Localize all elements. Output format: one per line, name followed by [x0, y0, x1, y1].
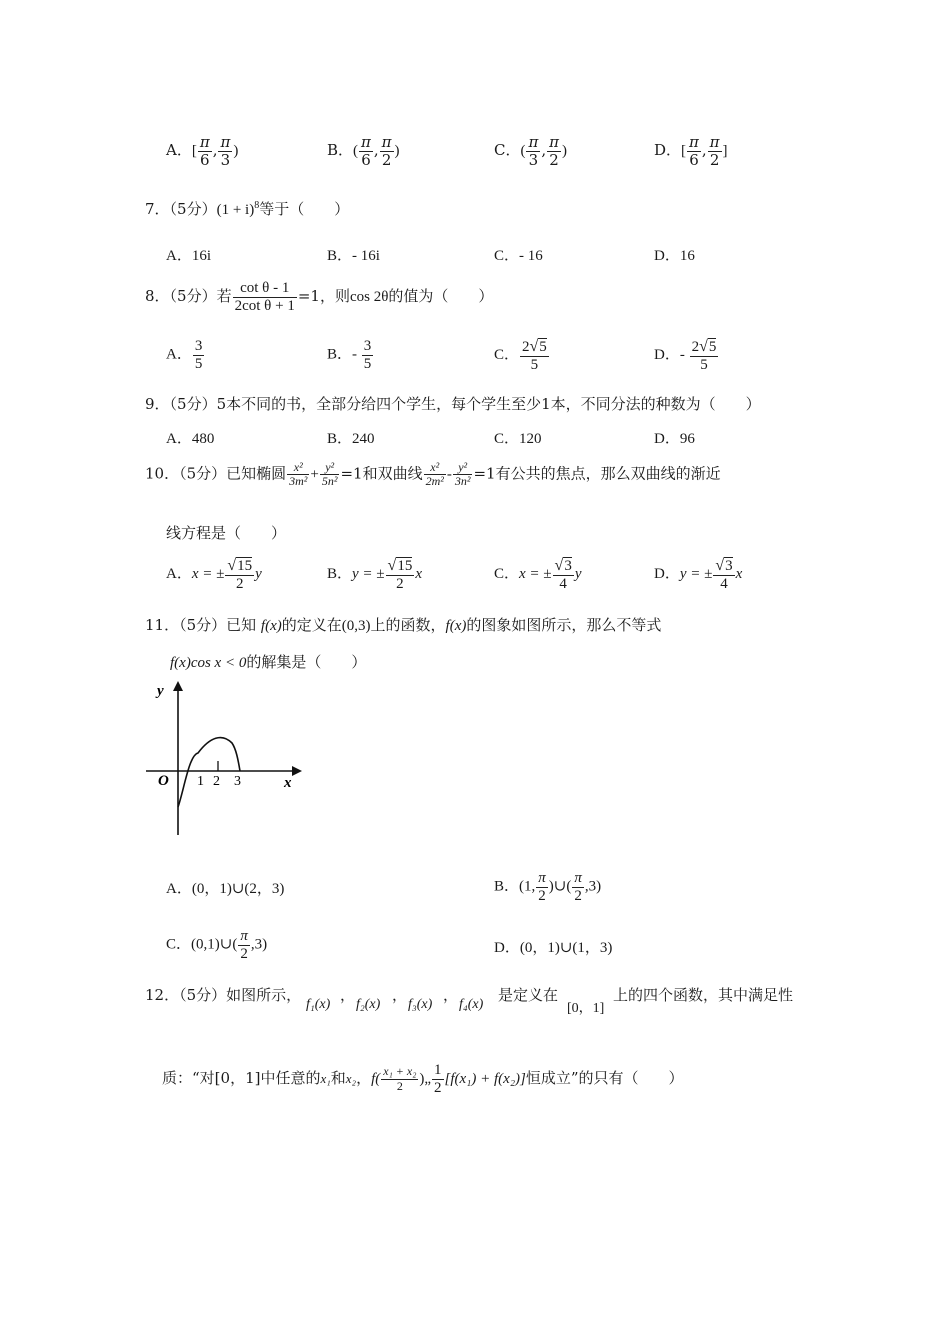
q12-func-f2: f₂(x) [356, 997, 381, 1012]
q11-function-graph [140, 675, 310, 840]
q12-sep-1: ， [340, 986, 356, 1004]
q8-stem: 8．（5分）若 $\frac{\text{cot θ - 1}}{\text{2cot θ + 1}}$ =1，则cos 2θ的值为（ ） [145, 280, 494, 314]
y-axis-arrow [173, 681, 183, 691]
function-curve [178, 738, 240, 807]
q10-option-b: B．y = ± $\frac{√15}{2}$ x [327, 557, 422, 592]
q12-func-f1: f₁(x) [306, 997, 331, 1012]
q9-option-c: C．120 [494, 431, 542, 447]
q10-stem-line2: 线方程是（ ） [166, 524, 287, 542]
q11-option-c: C．(0,1)∪( $\frac{\pi}{2}$ ,3) [166, 928, 268, 962]
x-axis-label: x [284, 775, 292, 791]
tick-label-2: 2 [213, 774, 220, 789]
q12-mid: 是定义在 [498, 986, 559, 1004]
q12-sep-3: ， [443, 986, 459, 1004]
q7-option-c: C．- 16 [494, 248, 543, 264]
q9-option-a: A．480 [166, 431, 215, 447]
tick-label-3: 3 [234, 774, 241, 789]
q6-option-c: C．( $\frac{\pi}{3}$ , $\frac{\pi}{2}$ ) [494, 133, 567, 169]
q12-func-f4: f₄(x) [459, 997, 484, 1012]
q7-option-a: A．16i [166, 248, 212, 264]
q11-option-d: D．(0，1)∪(1，3) [494, 940, 613, 956]
q12-func-f3: f₃(x) [408, 997, 433, 1012]
x-axis-arrow [292, 766, 302, 776]
q8-option-d: D．- $\frac{2√5}{5}$ [654, 338, 717, 373]
q9-option-b: B．240 [327, 431, 375, 447]
q8-option-a: A． $\frac{3}{5}$ [166, 338, 203, 372]
q9-option-d: D．96 [654, 431, 695, 447]
q12-stem-line1: 12．（5分）如图所示， [145, 986, 302, 1004]
q10-stem-line1: 10．（5分）已知椭圆 $\frac{\text{x²}}{\text{3m²}}$ + $\frac{\text{y²}}{\text{5n²}}$ =1和双曲线 $\frac{\text{x²}}{\text{2m²}}$ - $\frac{\text{y²}}{\text{3n²}}$ =1有公共的焦点，那么双曲线的渐近 [145, 460, 721, 489]
y-axis-label: y [157, 683, 164, 699]
q10-option-d: D．y = ± $\frac{√3}{4}$ x [654, 557, 743, 592]
q10-option-a: A．x = ± $\frac{√15}{2}$ y [166, 557, 262, 592]
q11-stem-line1: 11．（5分）已知 f(x)的定义在(0,3)上的函数，f(x)的图象如图所示，那么不等式 [145, 616, 662, 634]
q12-sep-2: ， [392, 986, 408, 1004]
tick-label-1: 1 [197, 774, 204, 789]
origin-label: O [158, 773, 169, 789]
q12-stem-line2: 质：“对[0，1]中任意的x₁和x₂，f( $\frac{\text{x₁ + x₂}}{2}$ )„ $\frac{1}{2}$ [f(x₁) + f(x₂)]恒成立”的只有（ ） [162, 1062, 684, 1096]
q12-tail: 上的四个函数，其中满足性 [613, 986, 794, 1004]
q7-stem: 7．（5分）$(1 + i)^8$等于（ ） [145, 200, 350, 218]
q11-option-a: A．(0，1)∪(2，3) [166, 881, 285, 897]
q10-option-c: C．x = ± $\frac{√3}{4}$ y [494, 557, 582, 592]
q8-option-b: B．- $\frac{3}{5}$ [327, 338, 372, 372]
q6-option-a: A．[ $\frac{\pi}{6}$ , $\frac{\pi}{3}$ ) [166, 133, 239, 169]
q6-option-b: B．( $\frac{\pi}{6}$ , $\frac{\pi}{2}$ ) [327, 133, 400, 169]
q11-stem-line2: f(x)cos x < 0的解集是（ ） [170, 653, 367, 671]
q6-option-d: D．[ $\frac{\pi}{6}$ , $\frac{\pi}{2}$ ] [654, 133, 728, 169]
q8-option-c: C． $\frac{2√5}{5}$ [494, 338, 547, 373]
q9-stem: 9．（5分）5本不同的书，全部分给四个学生，每个学生至少1本，不同分法的种数为（ ） [145, 395, 761, 413]
q7-option-d: D．16 [654, 248, 695, 264]
q7-option-b: B．- 16i [327, 248, 380, 264]
q11-option-b: B．(1, $\frac{\pi}{2}$ )∪( $\frac{\pi}{2}$ ,3) [494, 870, 602, 904]
q12-interval: [0，1] [567, 1001, 605, 1016]
